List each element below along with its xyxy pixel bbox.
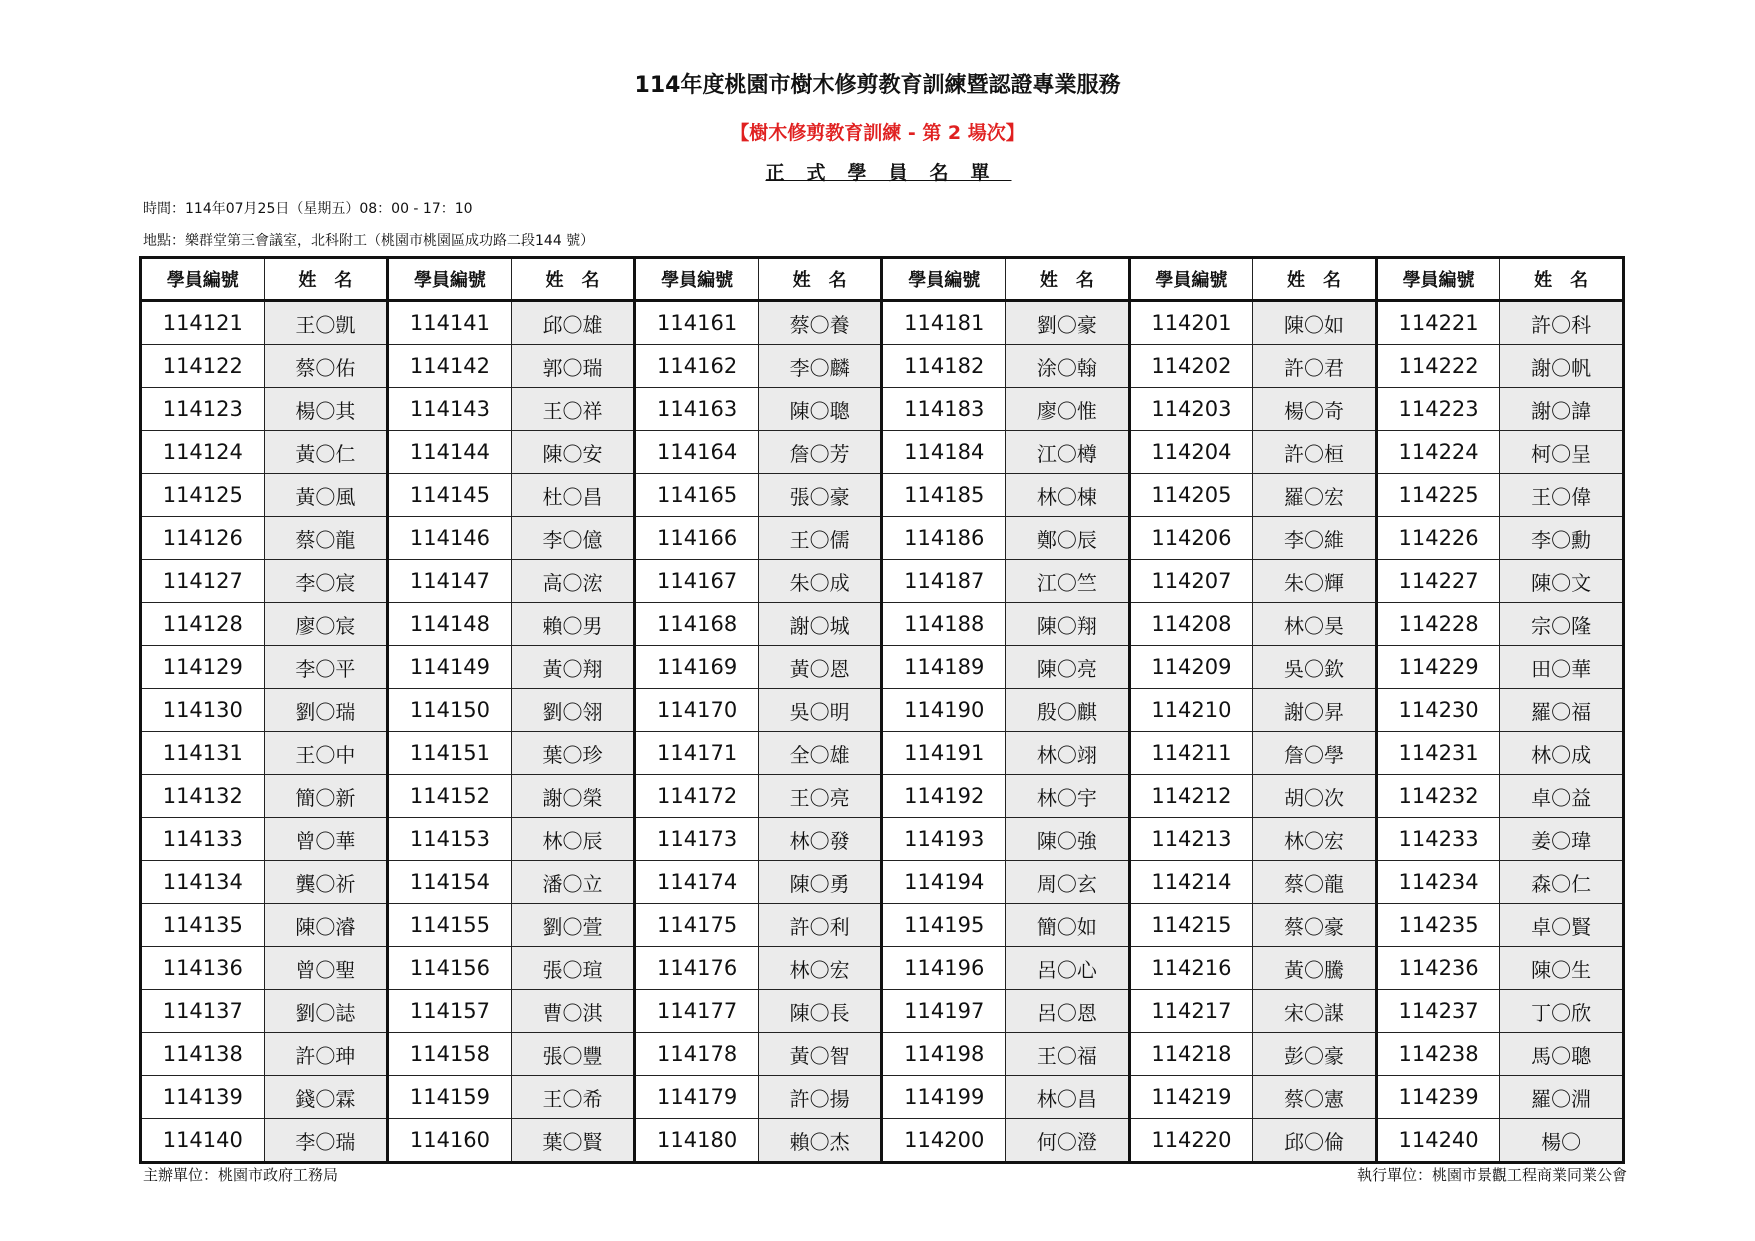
student-id-cell: 114236 [1376,947,1500,990]
student-id-cell: 114178 [635,1033,759,1076]
student-name-cell: 森〇仁 [1500,861,1624,904]
student-id-cell: 114220 [1129,1119,1253,1163]
event-location: 地點：樂群堂第三會議室，北科附工（桃園市桃園區成功路二段144 號） [143,233,595,249]
student-id-cell: 114161 [635,301,759,345]
student-id-cell: 114123 [141,388,265,431]
student-name-cell: 羅〇宏 [1253,474,1377,517]
column-header-student-id: 學員編號 [388,258,512,301]
student-name-cell: 林〇辰 [511,818,635,861]
student-name-cell: 陳〇如 [1253,301,1377,345]
student-id-cell: 114154 [388,861,512,904]
student-name-cell: 許〇桓 [1253,431,1377,474]
student-name-cell: 黃〇智 [758,1033,882,1076]
student-id-cell: 114171 [635,732,759,775]
student-id-cell: 114128 [141,603,265,646]
student-id-cell: 114137 [141,990,265,1033]
student-name-cell: 黃〇恩 [758,646,882,689]
student-name-cell: 廖〇宸 [264,603,388,646]
student-id-cell: 114194 [882,861,1006,904]
student-id-cell: 114198 [882,1033,1006,1076]
student-name-cell: 潘〇立 [511,861,635,904]
student-name-cell: 劉〇豪 [1006,301,1130,345]
student-id-cell: 114226 [1376,517,1500,560]
student-id-cell: 114134 [141,861,265,904]
student-id-cell: 114201 [1129,301,1253,345]
student-name-cell: 卓〇賢 [1500,904,1624,947]
table-header-row [141,258,1624,301]
student-name-cell: 邱〇雄 [511,301,635,345]
student-name-cell: 陳〇亮 [1006,646,1130,689]
student-id-cell: 114199 [882,1076,1006,1119]
student-name-cell: 黃〇騰 [1253,947,1377,990]
student-id-cell: 114196 [882,947,1006,990]
student-name-cell: 詹〇學 [1253,732,1377,775]
student-id-cell: 114139 [141,1076,265,1119]
table-row [141,301,1624,345]
student-id-cell: 114205 [1129,474,1253,517]
student-id-cell: 114228 [1376,603,1500,646]
student-id-cell: 114155 [388,904,512,947]
student-name-cell: 羅〇淵 [1500,1076,1624,1119]
student-id-cell: 114225 [1376,474,1500,517]
student-name-cell: 葉〇珍 [511,732,635,775]
student-id-cell: 114130 [141,689,265,732]
student-id-cell: 114156 [388,947,512,990]
student-name-cell: 陳〇生 [1500,947,1624,990]
student-name-cell: 邱〇倫 [1253,1119,1377,1163]
student-id-cell: 114157 [388,990,512,1033]
student-id-cell: 114163 [635,388,759,431]
student-id-cell: 114239 [1376,1076,1500,1119]
student-id-cell: 114164 [635,431,759,474]
column-header-name: 姓 名 [1006,258,1130,301]
student-id-cell: 114235 [1376,904,1500,947]
student-id-cell: 114169 [635,646,759,689]
student-id-cell: 114234 [1376,861,1500,904]
executor-unit: 執行單位：桃園市景觀工程商業同業公會 [1356,1166,1627,1184]
student-name-cell: 詹〇芳 [758,431,882,474]
student-id-cell: 114240 [1376,1119,1500,1163]
student-name-cell: 劉〇誌 [264,990,388,1033]
student-name-cell: 高〇浤 [511,560,635,603]
table-row [141,517,1624,560]
student-id-cell: 114208 [1129,603,1253,646]
student-name-cell: 吳〇欽 [1253,646,1377,689]
table-row [141,560,1624,603]
student-name-cell: 許〇科 [1500,301,1624,345]
student-name-cell: 林〇宏 [1253,818,1377,861]
table-row [141,689,1624,732]
student-name-cell: 林〇宇 [1006,775,1130,818]
student-id-cell: 114147 [388,560,512,603]
table-row [141,990,1624,1033]
student-id-cell: 114185 [882,474,1006,517]
student-id-cell: 114238 [1376,1033,1500,1076]
student-id-cell: 114195 [882,904,1006,947]
student-id-cell: 114131 [141,732,265,775]
table-row [141,474,1624,517]
column-header-name: 姓 名 [758,258,882,301]
student-name-cell: 許〇珅 [264,1033,388,1076]
student-id-cell: 114174 [635,861,759,904]
student-name-cell: 杜〇昌 [511,474,635,517]
student-id-cell: 114219 [1129,1076,1253,1119]
student-id-cell: 114188 [882,603,1006,646]
student-id-cell: 114142 [388,345,512,388]
student-id-cell: 114151 [388,732,512,775]
student-id-cell: 114203 [1129,388,1253,431]
student-id-cell: 114144 [388,431,512,474]
table-row [141,818,1624,861]
student-id-cell: 114232 [1376,775,1500,818]
student-name-cell: 葉〇賢 [511,1119,635,1163]
student-name-cell: 李〇宸 [264,560,388,603]
student-name-cell: 田〇華 [1500,646,1624,689]
student-name-cell: 廖〇惟 [1006,388,1130,431]
student-id-cell: 114227 [1376,560,1500,603]
student-name-cell: 楊〇奇 [1253,388,1377,431]
student-id-cell: 114146 [388,517,512,560]
student-name-cell: 陳〇聰 [758,388,882,431]
student-name-cell: 陳〇長 [758,990,882,1033]
student-name-cell: 曾〇聖 [264,947,388,990]
student-name-cell: 周〇玄 [1006,861,1130,904]
student-name-cell: 朱〇成 [758,560,882,603]
organizer-unit: 主辦單位：桃園市政府工務局 [143,1166,339,1184]
student-name-cell: 李〇瑞 [264,1119,388,1163]
table-row [141,431,1624,474]
table-row [141,345,1624,388]
student-name-cell: 卓〇益 [1500,775,1624,818]
student-name-cell: 蔡〇佑 [264,345,388,388]
student-name-cell: 陳〇勇 [758,861,882,904]
table-row [141,861,1624,904]
student-name-cell: 林〇昊 [1253,603,1377,646]
student-id-cell: 114132 [141,775,265,818]
student-name-cell: 吳〇明 [758,689,882,732]
student-id-cell: 114210 [1129,689,1253,732]
student-name-cell: 王〇儒 [758,517,882,560]
student-id-cell: 114216 [1129,947,1253,990]
student-id-cell: 114145 [388,474,512,517]
student-id-cell: 114152 [388,775,512,818]
student-name-cell: 柯〇呈 [1500,431,1624,474]
student-name-cell: 謝〇城 [758,603,882,646]
student-id-cell: 114222 [1376,345,1500,388]
student-name-cell: 李〇平 [264,646,388,689]
table-row [141,775,1624,818]
student-name-cell: 劉〇翎 [511,689,635,732]
student-id-cell: 114231 [1376,732,1500,775]
column-header-student-id: 學員編號 [635,258,759,301]
student-name-cell: 簡〇如 [1006,904,1130,947]
column-header-student-id: 學員編號 [1129,258,1253,301]
student-id-cell: 114183 [882,388,1006,431]
student-name-cell: 陳〇翔 [1006,603,1130,646]
student-id-cell: 114140 [141,1119,265,1163]
student-name-cell: 謝〇帆 [1500,345,1624,388]
student-id-cell: 114197 [882,990,1006,1033]
student-roster-table [139,256,1625,1164]
student-name-cell: 林〇發 [758,818,882,861]
student-name-cell: 朱〇輝 [1253,560,1377,603]
student-name-cell: 陳〇濬 [264,904,388,947]
student-name-cell: 楊〇其 [264,388,388,431]
column-header-name: 姓 名 [1500,258,1624,301]
event-time: 時間：114年07月25日（星期五）08：00 - 17：10 [143,201,473,217]
student-id-cell: 114159 [388,1076,512,1119]
student-name-cell: 曹〇淇 [511,990,635,1033]
column-header-student-id: 學員編號 [1376,258,1500,301]
student-id-cell: 114206 [1129,517,1253,560]
student-id-cell: 114213 [1129,818,1253,861]
student-id-cell: 114133 [141,818,265,861]
student-id-cell: 114172 [635,775,759,818]
student-id-cell: 114127 [141,560,265,603]
student-id-cell: 114173 [635,818,759,861]
table-row [141,732,1624,775]
student-id-cell: 114143 [388,388,512,431]
student-id-cell: 114150 [388,689,512,732]
student-id-cell: 114138 [141,1033,265,1076]
session-subtitle: 【樹木修剪教育訓練 - 第 2 場次】 [730,122,1025,144]
student-name-cell: 馬〇聰 [1500,1033,1624,1076]
student-id-cell: 114176 [635,947,759,990]
list-heading-text: 正式學員名單 [765,162,1012,184]
student-id-cell: 114121 [141,301,265,345]
student-name-cell: 謝〇諱 [1500,388,1624,431]
table-row [141,603,1624,646]
student-id-cell: 114136 [141,947,265,990]
student-id-cell: 114175 [635,904,759,947]
student-name-cell: 劉〇萱 [511,904,635,947]
student-name-cell: 陳〇安 [511,431,635,474]
student-id-cell: 114182 [882,345,1006,388]
student-name-cell: 李〇勳 [1500,517,1624,560]
student-name-cell: 蔡〇龍 [1253,861,1377,904]
student-id-cell: 114214 [1129,861,1253,904]
student-id-cell: 114224 [1376,431,1500,474]
student-id-cell: 114180 [635,1119,759,1163]
student-name-cell: 林〇翊 [1006,732,1130,775]
table-row [141,388,1624,431]
student-name-cell: 李〇麟 [758,345,882,388]
student-id-cell: 114223 [1376,388,1500,431]
student-name-cell: 黃〇風 [264,474,388,517]
column-header-student-id: 學員編號 [882,258,1006,301]
student-name-cell: 林〇棟 [1006,474,1130,517]
student-name-cell: 林〇宏 [758,947,882,990]
student-name-cell: 王〇中 [264,732,388,775]
student-name-cell: 林〇昌 [1006,1076,1130,1119]
student-id-cell: 114167 [635,560,759,603]
student-id-cell: 114202 [1129,345,1253,388]
student-name-cell: 羅〇福 [1500,689,1624,732]
student-id-cell: 114162 [635,345,759,388]
student-name-cell: 李〇億 [511,517,635,560]
student-name-cell: 全〇雄 [758,732,882,775]
list-heading [0,158,1755,185]
student-id-cell: 114190 [882,689,1006,732]
student-id-cell: 114218 [1129,1033,1253,1076]
student-name-cell: 呂〇心 [1006,947,1130,990]
student-name-cell: 張〇豐 [511,1033,635,1076]
column-header-name: 姓 名 [1253,258,1377,301]
student-name-cell: 胡〇次 [1253,775,1377,818]
student-id-cell: 114135 [141,904,265,947]
student-id-cell: 114148 [388,603,512,646]
student-name-cell: 賴〇杰 [758,1119,882,1163]
student-id-cell: 114215 [1129,904,1253,947]
student-name-cell: 黃〇翔 [511,646,635,689]
student-id-cell: 114212 [1129,775,1253,818]
student-id-cell: 114184 [882,431,1006,474]
student-name-cell: 許〇利 [758,904,882,947]
student-id-cell: 114192 [882,775,1006,818]
student-name-cell: 楊〇 [1500,1119,1624,1163]
table-row [141,646,1624,689]
student-id-cell: 114166 [635,517,759,560]
student-name-cell: 涂〇翰 [1006,345,1130,388]
student-id-cell: 114189 [882,646,1006,689]
student-id-cell: 114129 [141,646,265,689]
student-id-cell: 114124 [141,431,265,474]
student-name-cell: 蔡〇豪 [1253,904,1377,947]
student-name-cell: 黃〇仁 [264,431,388,474]
student-name-cell: 何〇澄 [1006,1119,1130,1163]
student-name-cell: 王〇凱 [264,301,388,345]
student-name-cell: 宋〇謀 [1253,990,1377,1033]
student-name-cell: 張〇豪 [758,474,882,517]
student-name-cell: 王〇亮 [758,775,882,818]
student-name-cell: 龔〇祈 [264,861,388,904]
student-id-cell: 114221 [1376,301,1500,345]
student-id-cell: 114141 [388,301,512,345]
student-name-cell: 許〇揚 [758,1076,882,1119]
student-name-cell: 簡〇新 [264,775,388,818]
column-header-name: 姓 名 [511,258,635,301]
student-id-cell: 114204 [1129,431,1253,474]
student-name-cell: 江〇竺 [1006,560,1130,603]
student-id-cell: 114200 [882,1119,1006,1163]
table-row [141,1076,1624,1119]
student-name-cell: 曾〇華 [264,818,388,861]
table-row [141,904,1624,947]
table-row [141,1119,1624,1163]
student-name-cell: 江〇樽 [1006,431,1130,474]
student-name-cell: 郭〇瑞 [511,345,635,388]
student-name-cell: 丁〇欣 [1500,990,1624,1033]
student-id-cell: 114191 [882,732,1006,775]
student-id-cell: 114149 [388,646,512,689]
student-id-cell: 114193 [882,818,1006,861]
table-row [141,947,1624,990]
student-name-cell: 王〇偉 [1500,474,1624,517]
student-id-cell: 114158 [388,1033,512,1076]
student-name-cell: 許〇君 [1253,345,1377,388]
student-name-cell: 張〇瑄 [511,947,635,990]
student-id-cell: 114187 [882,560,1006,603]
student-id-cell: 114170 [635,689,759,732]
student-id-cell: 114165 [635,474,759,517]
column-header-name: 姓 名 [264,258,388,301]
student-id-cell: 114237 [1376,990,1500,1033]
student-name-cell: 殷〇麒 [1006,689,1130,732]
student-id-cell: 114209 [1129,646,1253,689]
student-name-cell: 王〇希 [511,1076,635,1119]
student-name-cell: 陳〇文 [1500,560,1624,603]
student-id-cell: 114177 [635,990,759,1033]
table-row [141,1033,1624,1076]
student-id-cell: 114207 [1129,560,1253,603]
student-name-cell: 王〇祥 [511,388,635,431]
student-id-cell: 114181 [882,301,1006,345]
student-name-cell: 李〇維 [1253,517,1377,560]
student-name-cell: 蔡〇憲 [1253,1076,1377,1119]
document-title: 114年度桃園市樹木修剪教育訓練暨認證專業服務 [634,73,1121,98]
student-name-cell: 賴〇男 [511,603,635,646]
student-name-cell: 姜〇瑋 [1500,818,1624,861]
student-name-cell: 謝〇榮 [511,775,635,818]
student-id-cell: 114186 [882,517,1006,560]
student-name-cell: 陳〇強 [1006,818,1130,861]
student-id-cell: 114126 [141,517,265,560]
student-name-cell: 王〇福 [1006,1033,1130,1076]
column-header-student-id: 學員編號 [141,258,265,301]
student-id-cell: 114153 [388,818,512,861]
student-name-cell: 劉〇瑞 [264,689,388,732]
student-name-cell: 林〇成 [1500,732,1624,775]
student-name-cell: 宗〇隆 [1500,603,1624,646]
student-name-cell: 謝〇昇 [1253,689,1377,732]
student-id-cell: 114168 [635,603,759,646]
student-id-cell: 114211 [1129,732,1253,775]
student-name-cell: 呂〇恩 [1006,990,1130,1033]
student-name-cell: 蔡〇龍 [264,517,388,560]
student-id-cell: 114217 [1129,990,1253,1033]
student-id-cell: 114125 [141,474,265,517]
student-name-cell: 錢〇霖 [264,1076,388,1119]
student-id-cell: 114122 [141,345,265,388]
student-name-cell: 蔡〇養 [758,301,882,345]
student-id-cell: 114233 [1376,818,1500,861]
student-id-cell: 114179 [635,1076,759,1119]
student-name-cell: 鄭〇辰 [1006,517,1130,560]
student-name-cell: 彭〇豪 [1253,1033,1377,1076]
student-id-cell: 114229 [1376,646,1500,689]
student-id-cell: 114230 [1376,689,1500,732]
student-id-cell: 114160 [388,1119,512,1163]
